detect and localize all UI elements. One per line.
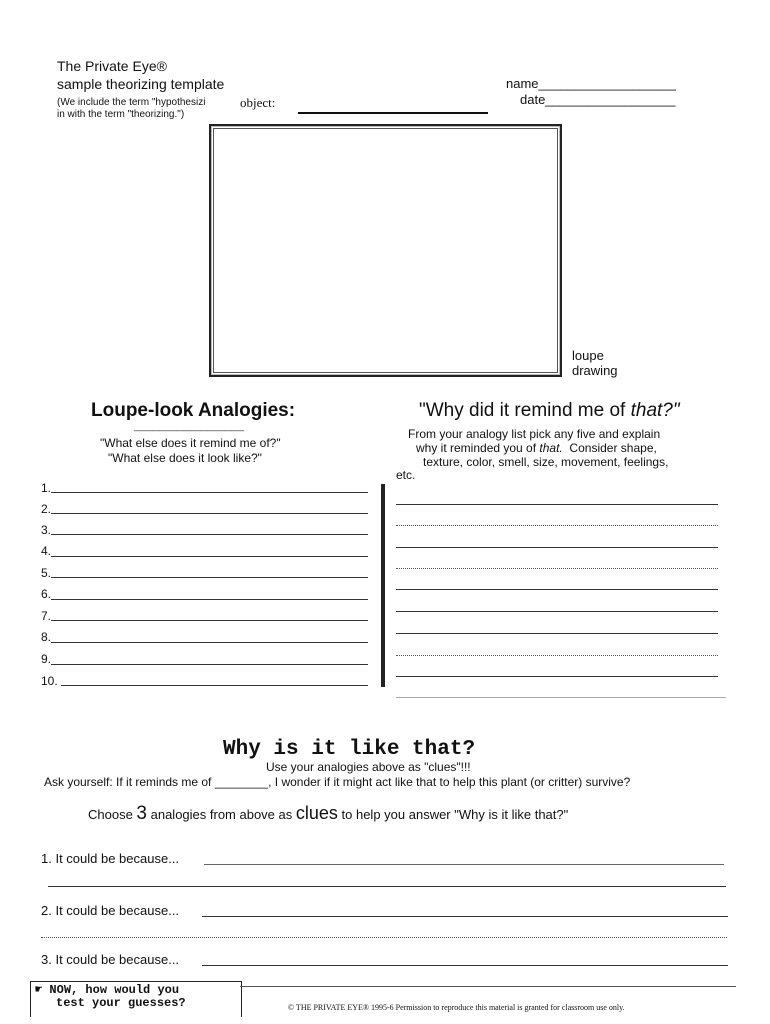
- answer-2-line-a[interactable]: [202, 916, 728, 917]
- why-remind-heading-main: "Why did it remind me of: [419, 400, 631, 421]
- analogy-num-5: 5.: [41, 566, 52, 580]
- analogy-num-9: 9.: [41, 652, 52, 666]
- why-remind-heading: [419, 400, 680, 422]
- answer-3-line-a[interactable]: [202, 965, 728, 966]
- analogy-line-1[interactable]: [51, 492, 368, 493]
- analogy-line-3[interactable]: [51, 534, 368, 535]
- analogy-line-9[interactable]: [51, 664, 368, 665]
- answer-2-line-b[interactable]: [41, 937, 727, 938]
- answer-1-line-b[interactable]: [48, 886, 726, 887]
- why-remind-line-4[interactable]: [396, 568, 718, 569]
- choose-b: analogies from above as: [147, 807, 296, 822]
- why-like-subheading: Use your analogies above as "clues"!!!: [266, 760, 471, 774]
- why-like-heading: Why is it like that?: [223, 738, 476, 761]
- copyright: © THE PRIVATE EYE® 1995-6 Permission to reproduce this material is granted for classroom use only.: [288, 1003, 625, 1012]
- loupe-drawing-box[interactable]: [209, 124, 562, 377]
- answer-label-3: 3. It could be because...: [41, 952, 180, 967]
- analogy-num-8: 8.: [41, 630, 52, 644]
- object-label: object:: [240, 95, 276, 110]
- why-remind-instr-2-italic: that.: [539, 441, 563, 455]
- title-line2: sample theorizing template: [57, 76, 225, 92]
- why-remind-instr-1: From your analogy list pick any five and explain: [408, 427, 661, 441]
- loupe-drawing-label-2: drawing: [572, 363, 618, 378]
- analogies-prompt-1: "What else does it remind me of?": [100, 436, 281, 450]
- analogy-num-3: 3.: [41, 523, 52, 537]
- analogy-line-2[interactable]: [51, 513, 368, 514]
- why-remind-instr-3: texture, color, smell, size, movement, feelings,: [423, 455, 669, 469]
- analogy-num-1: 1.: [41, 481, 52, 495]
- why-remind-instr-2b: Consider shape,: [562, 441, 657, 455]
- analogy-num-10: 10.: [41, 674, 58, 688]
- why-like-ask: Ask yourself: If it reminds me of ________, I wonder if it might act like that to help this plant (or critter) survive?: [44, 775, 631, 789]
- choose-c: to help you answer "Why is it like that?": [337, 807, 569, 822]
- analogy-line-6[interactable]: [51, 599, 368, 600]
- why-remind-instr-2: [416, 441, 657, 455]
- analogy-line-10[interactable]: [61, 685, 368, 686]
- why-remind-line-7[interactable]: [396, 633, 718, 634]
- now-test-box: [30, 981, 242, 1017]
- choose-clues: clues: [295, 803, 338, 823]
- choose-number: 3: [136, 803, 147, 824]
- object-field[interactable]: [298, 112, 488, 114]
- now-test-line-2: test your guesses?: [56, 996, 186, 1010]
- loupe-drawing-label-1: loupe: [572, 348, 604, 363]
- answer-label-1: 1. It could be because...: [41, 851, 180, 866]
- analogies-blank: __________________: [134, 420, 245, 432]
- drawing-inner-frame: [213, 128, 558, 373]
- term-note-line1: (We include the term "hypothesizi: [57, 97, 206, 108]
- why-remind-heading-italic: that?": [630, 400, 680, 421]
- footer-rule: [240, 986, 736, 987]
- analogy-num-2: 2.: [41, 502, 52, 516]
- why-remind-line-3[interactable]: [396, 547, 718, 548]
- why-remind-line-10[interactable]: [396, 697, 726, 698]
- analogies-heading: Loupe-look Analogies:: [91, 400, 296, 421]
- why-remind-instr-2a: why it reminded you of: [416, 441, 540, 455]
- analogy-line-5[interactable]: [51, 577, 368, 578]
- now-test-line-1: ☛ NOW, how would you: [35, 983, 180, 997]
- analogy-line-8[interactable]: [51, 642, 368, 643]
- analogy-num-7: 7.: [41, 609, 52, 623]
- analogies-prompt-2: "What else does it look like?": [108, 451, 262, 465]
- why-remind-line-2[interactable]: [396, 525, 718, 526]
- analogy-num-6: 6.: [41, 587, 52, 601]
- why-remind-line-1[interactable]: [396, 504, 718, 505]
- why-remind-instr-4: etc.: [396, 468, 416, 482]
- why-remind-line-9[interactable]: [396, 676, 718, 677]
- column-divider: [381, 484, 385, 687]
- analogy-line-7[interactable]: [51, 620, 368, 621]
- analogy-line-4[interactable]: [51, 556, 368, 557]
- choose-instruction: [88, 803, 568, 825]
- name-field[interactable]: name___________________: [506, 76, 676, 91]
- date-field[interactable]: date__________________: [520, 92, 676, 107]
- term-note-line2: in with the term "theorizing."): [57, 109, 185, 120]
- analogy-num-4: 4.: [41, 544, 52, 558]
- why-remind-line-8[interactable]: [396, 655, 718, 656]
- title-line1: The Private Eye®: [57, 58, 167, 74]
- why-remind-line-6[interactable]: [396, 611, 718, 612]
- answer-label-2: 2. It could be because...: [41, 903, 180, 918]
- answer-1-line-a[interactable]: [204, 864, 724, 865]
- why-remind-line-5[interactable]: [396, 589, 718, 590]
- choose-a: Choose: [88, 807, 137, 822]
